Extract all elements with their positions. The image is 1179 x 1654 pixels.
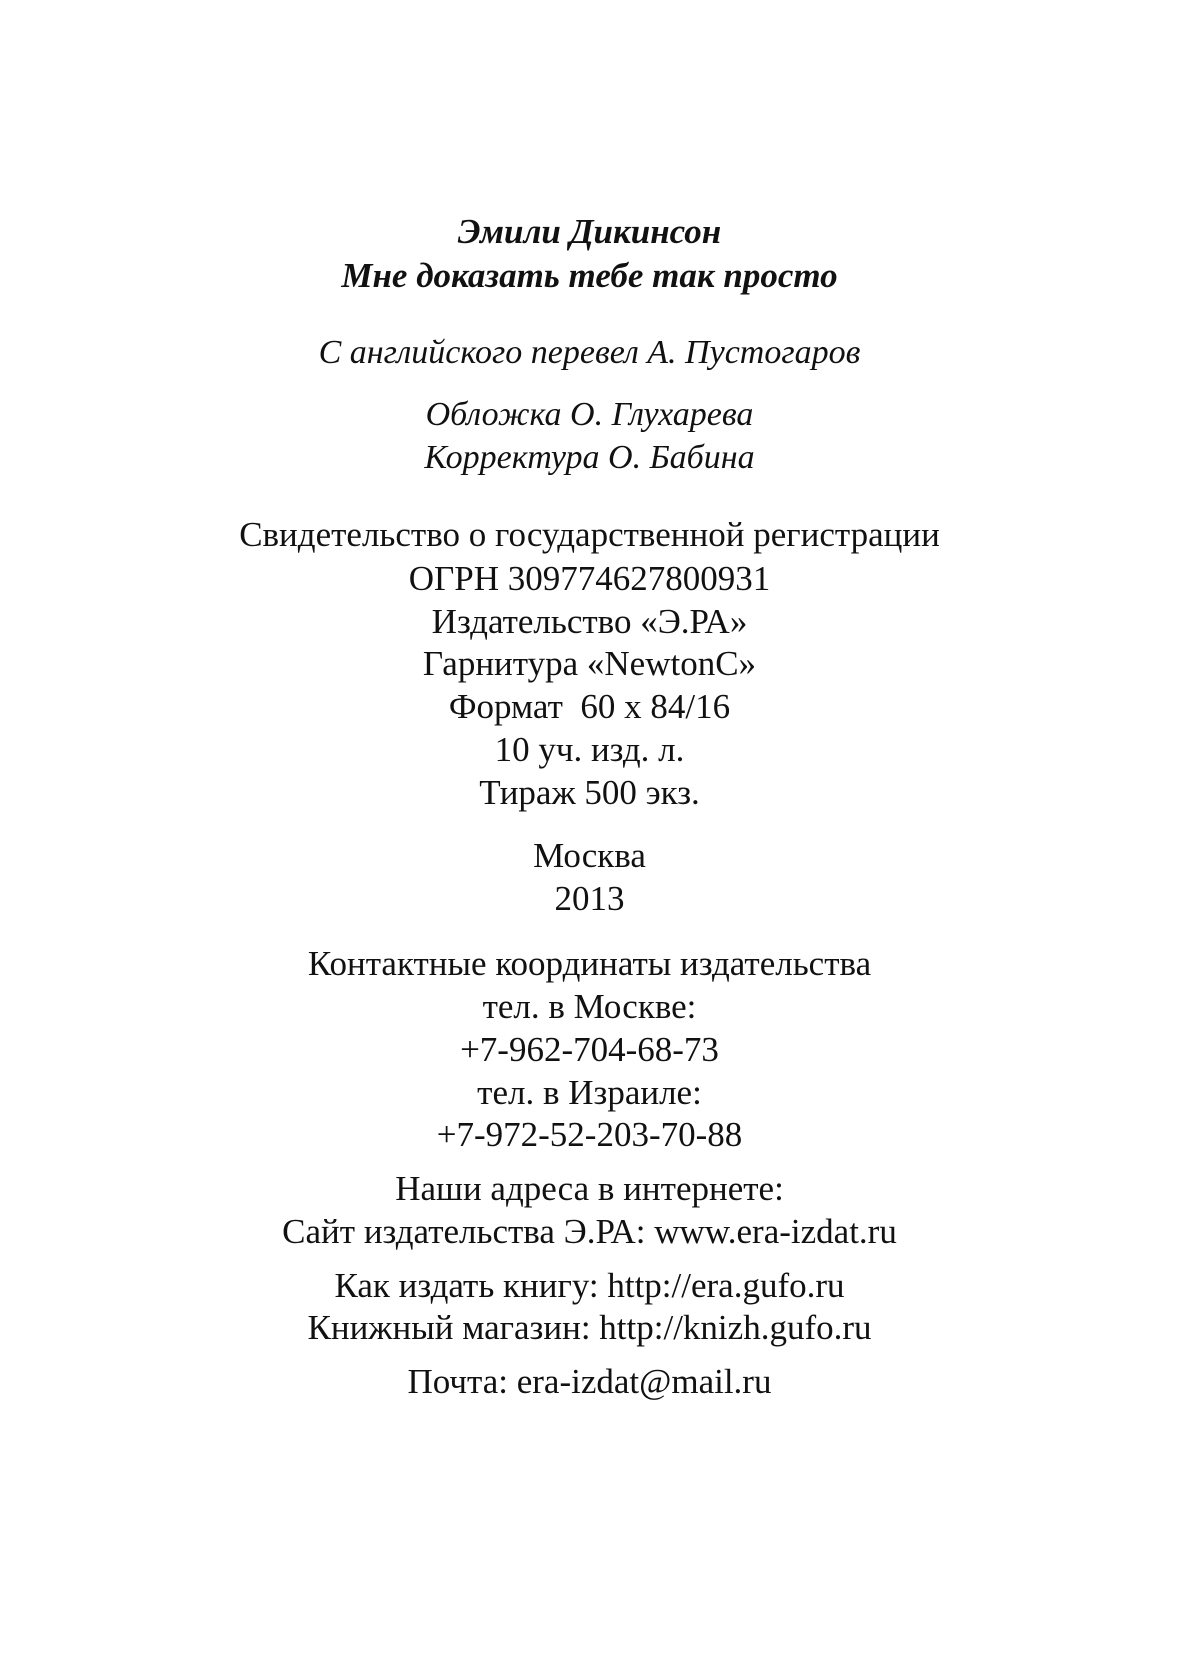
print-run-line: Тираж 500 экз. xyxy=(479,773,700,812)
author-name: Эмили Дикинсон xyxy=(457,212,722,251)
ogrn-line: ОГРН 309774627800931 xyxy=(408,559,771,598)
year-line: 2013 xyxy=(554,879,625,918)
city-line: Москва xyxy=(533,836,646,875)
registration-line: Свидетельство о государственной регистрации xyxy=(239,515,940,554)
israel-phone: +7-972-52-203-70-88 xyxy=(436,1115,743,1154)
israel-phone-label: тел. в Израиле: xyxy=(477,1073,702,1112)
proofreading-credit: Корректура О. Бабина xyxy=(424,439,755,476)
mail-line: Почта: era-izdat@mail.ru xyxy=(407,1362,772,1401)
format-line: Формат 60 х 84/16 xyxy=(448,687,731,726)
book-title: Мне доказать тебе так просто xyxy=(341,256,838,295)
contacts-heading: Контактные координаты издательства xyxy=(307,944,872,983)
how-to-publish-line: Как издать книгу: http://era.gufo.ru xyxy=(334,1266,845,1305)
publisher-line: Издательство «Э.РА» xyxy=(431,602,748,641)
translator-credit: С английского перевел А. Пустогаров xyxy=(318,334,861,371)
typeface-line: Гарнитура «NewtonC» xyxy=(422,644,757,683)
moscow-phone: +7-962-704-68-73 xyxy=(460,1030,719,1069)
moscow-phone-label: тел. в Москве: xyxy=(482,987,697,1026)
bookstore-line: Книжный магазин: http://knizh.gufo.ru xyxy=(307,1308,872,1347)
cover-credit: Обложка О. Глухарева xyxy=(425,396,754,433)
internet-heading: Наши адреса в интернете: xyxy=(395,1169,784,1208)
sheets-line: 10 уч. изд. л. xyxy=(494,730,685,769)
site-line: Сайт издательства Э.РА: www.era-izdat.ru xyxy=(282,1212,897,1251)
